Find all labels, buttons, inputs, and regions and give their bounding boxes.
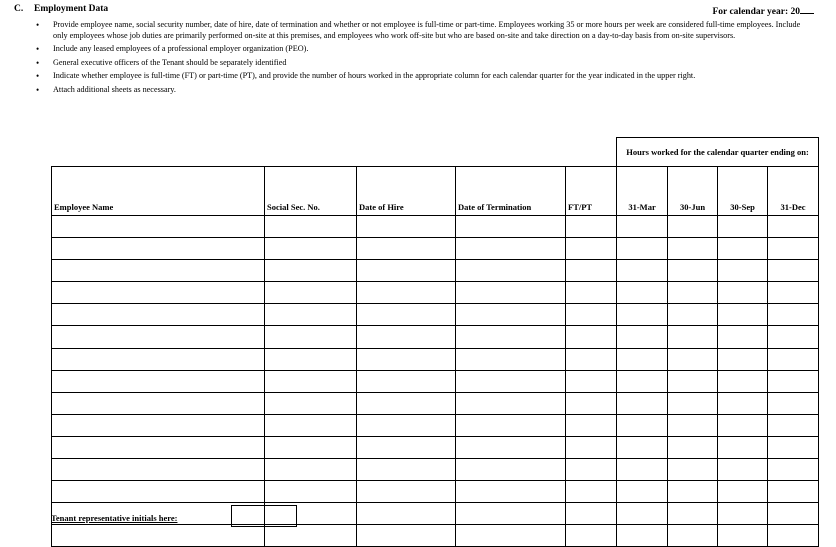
termination-date-cell[interactable] [456,326,566,348]
table-row [52,459,819,481]
col-30-sep: 30-Sep [718,167,768,216]
ssn-cell[interactable] [265,348,357,370]
table-row [52,282,819,304]
employee-name-cell[interactable] [52,282,265,304]
hours-q3-cell[interactable] [718,282,768,304]
hours-q1-cell[interactable] [617,459,668,481]
hours-q2-cell[interactable] [668,414,718,436]
hours-q3-cell[interactable] [718,481,768,503]
table-row [52,348,819,370]
employee-name-cell[interactable] [52,260,265,282]
instruction-item: • Attach additional sheets as necessary. [36,85,808,96]
ssn-cell[interactable] [265,525,357,547]
table-row [52,304,819,326]
hours-q2-cell[interactable] [668,436,718,458]
hours-q3-cell[interactable] [718,348,768,370]
hours-q3-cell[interactable] [718,459,768,481]
hours-q1-cell[interactable] [617,238,668,260]
ssn-cell[interactable] [265,238,357,260]
employee-name-cell[interactable] [52,326,265,348]
ssn-cell[interactable] [265,282,357,304]
employee-name-cell[interactable] [52,370,265,392]
hours-q3-cell[interactable] [718,503,768,525]
hours-q2-cell[interactable] [668,525,718,547]
calendar-year-field [712,4,814,17]
hire-date-cell[interactable] [357,481,456,503]
ssn-cell[interactable] [265,459,357,481]
table-row [52,392,819,414]
employee-name-cell[interactable] [52,414,265,436]
hire-date-cell[interactable] [357,304,456,326]
hours-q1-cell[interactable] [617,436,668,458]
col-30-jun: 30-Jun [668,167,718,216]
ft-pt-cell[interactable] [566,525,617,547]
hours-q2-cell[interactable] [668,503,718,525]
ft-pt-cell[interactable] [566,216,617,238]
instruction-item: • Provide employee name, social security number, date of hire, date of termination and whether or not employee is full-time or part-time. Employees working 35 or more hours per week are considered full-time employees. Include only employees whose job duties are primarily performed on-site at this premises, and employees who work off-site but who are based on-site and take direction on a day-to-day basis from on-site supervisors. [36,20,808,41]
col-31-mar: 31-Mar [617,167,668,216]
termination-date-cell[interactable] [456,436,566,458]
hire-date-cell[interactable] [357,459,456,481]
column-header-row [52,167,819,216]
table-row [52,260,819,282]
hours-q3-cell[interactable] [718,260,768,282]
section-header [14,4,814,18]
hire-date-cell[interactable] [357,216,456,238]
col-ft-pt: FT/PT [566,167,617,216]
termination-date-cell[interactable] [456,238,566,260]
hours-q2-cell[interactable] [668,481,718,503]
ft-pt-cell[interactable] [566,392,617,414]
hours-q1-cell[interactable] [617,304,668,326]
hours-q3-cell[interactable] [718,392,768,414]
hire-date-cell[interactable] [357,436,456,458]
table-row [52,414,819,436]
employee-name-cell[interactable] [52,304,265,326]
col-employee-name: Employee Name [52,167,265,216]
hours-q4-cell[interactable] [768,370,819,392]
ssn-cell[interactable] [265,216,357,238]
table-row [52,216,819,238]
hours-q1-cell[interactable] [617,370,668,392]
hours-q3-cell[interactable] [718,436,768,458]
employee-rows [52,216,819,547]
hours-q4-cell[interactable] [768,525,819,547]
hours-q1-cell[interactable] [617,348,668,370]
hours-header-row [52,138,819,167]
hours-q4-cell[interactable] [768,392,819,414]
hire-date-cell[interactable] [357,370,456,392]
hours-q1-cell[interactable] [617,216,668,238]
section-letter: C. [14,4,24,14]
calendar-year-label: For calendar year: 20 [712,7,800,17]
hours-q3-cell[interactable] [718,304,768,326]
hours-q4-cell[interactable] [768,260,819,282]
hours-q2-cell[interactable] [668,370,718,392]
termination-date-cell[interactable] [456,392,566,414]
table-row [52,238,819,260]
hours-q1-cell[interactable] [617,414,668,436]
ft-pt-cell[interactable] [566,304,617,326]
ssn-cell[interactable] [265,481,357,503]
hours-q4-cell[interactable] [768,459,819,481]
hours-q2-cell[interactable] [668,459,718,481]
hire-date-cell[interactable] [357,525,456,547]
hours-q4-cell[interactable] [768,326,819,348]
hours-q4-cell[interactable] [768,503,819,525]
ssn-cell[interactable] [265,392,357,414]
instruction-list [36,20,808,98]
employee-name-cell[interactable] [52,459,265,481]
employee-name-cell[interactable] [52,216,265,238]
ft-pt-cell[interactable] [566,260,617,282]
instruction-item: • Indicate whether employee is full-time (FT) or part-time (PT), and provide the number of hours worked in the appropriate column for each calendar quarter for the year indicated in the upper right. [36,71,808,82]
hours-q2-cell[interactable] [668,304,718,326]
ft-pt-cell[interactable] [566,282,617,304]
hours-q4-cell[interactable] [768,414,819,436]
hours-q2-cell[interactable] [668,326,718,348]
hours-q2-cell[interactable] [668,282,718,304]
hours-q1-cell[interactable] [617,282,668,304]
ft-pt-cell[interactable] [566,503,617,525]
hire-date-cell[interactable] [357,392,456,414]
ft-pt-cell[interactable] [566,481,617,503]
termination-date-cell[interactable] [456,282,566,304]
ft-pt-cell[interactable] [566,326,617,348]
hours-q4-cell[interactable] [768,481,819,503]
hours-q1-cell[interactable] [617,503,668,525]
employee-name-cell[interactable] [52,436,265,458]
hours-q4-cell[interactable] [768,304,819,326]
employee-table [51,137,819,547]
employee-name-cell[interactable] [52,348,265,370]
hours-q1-cell[interactable] [617,260,668,282]
hire-date-cell[interactable] [357,414,456,436]
employee-table-wrapper [51,137,818,547]
ft-pt-cell[interactable] [566,414,617,436]
hours-q1-cell[interactable] [617,481,668,503]
hire-date-cell[interactable] [357,260,456,282]
hours-q1-cell[interactable] [617,392,668,414]
hire-date-cell[interactable] [357,238,456,260]
termination-date-cell[interactable] [456,481,566,503]
col-date-of-termination: Date of Termination [456,167,566,216]
termination-date-cell[interactable] [456,525,566,547]
employee-name-cell[interactable] [52,525,265,547]
ft-pt-cell[interactable] [566,459,617,481]
table-row [52,370,819,392]
hire-date-cell[interactable] [357,503,456,525]
ft-pt-cell[interactable] [566,238,617,260]
termination-date-cell[interactable] [456,414,566,436]
instruction-item: • Include any leased employees of a professional employer organization (PEO). [36,44,808,55]
ft-pt-cell[interactable] [566,436,617,458]
hours-q2-cell[interactable] [668,238,718,260]
initials-label: Tenant representative initials here: [51,513,178,523]
hours-q2-cell[interactable] [668,216,718,238]
hours-q3-cell[interactable] [718,525,768,547]
hours-q4-cell[interactable] [768,436,819,458]
table-row [52,326,819,348]
ssn-cell[interactable] [265,370,357,392]
termination-date-cell[interactable] [456,459,566,481]
ssn-cell[interactable] [265,326,357,348]
hours-q3-cell[interactable] [718,370,768,392]
table-row [52,525,819,547]
table-row [52,481,819,503]
ssn-cell[interactable] [265,260,357,282]
employee-name-cell[interactable] [52,238,265,260]
ssn-cell[interactable] [265,436,357,458]
hours-q3-cell[interactable] [718,216,768,238]
termination-date-cell[interactable] [456,304,566,326]
hours-q1-cell[interactable] [617,326,668,348]
table-row [52,436,819,458]
col-31-dec: 31-Dec [768,167,819,216]
hours-worked-header: Hours worked for the calendar quarter ending on: [617,138,819,167]
hours-q2-cell[interactable] [668,392,718,414]
ft-pt-cell[interactable] [566,348,617,370]
hours-q1-cell[interactable] [617,525,668,547]
termination-date-cell[interactable] [456,348,566,370]
hours-q3-cell[interactable] [718,238,768,260]
hours-q2-cell[interactable] [668,260,718,282]
hire-date-cell[interactable] [357,326,456,348]
employee-name-cell[interactable] [52,392,265,414]
employee-name-cell[interactable] [52,481,265,503]
col-social-sec-no: Social Sec. No. [265,167,357,216]
ssn-cell[interactable] [265,414,357,436]
ft-pt-cell[interactable] [566,370,617,392]
hire-date-cell[interactable] [357,348,456,370]
termination-date-cell[interactable] [456,503,566,525]
hours-q4-cell[interactable] [768,216,819,238]
ssn-cell[interactable] [265,304,357,326]
section-title: Employment Data [34,4,109,14]
hours-q4-cell[interactable] [768,348,819,370]
termination-date-cell[interactable] [456,370,566,392]
hours-q3-cell[interactable] [718,414,768,436]
instruction-item: • General executive officers of the Tenant should be separately identified [36,58,808,69]
termination-date-cell[interactable] [456,216,566,238]
hours-q4-cell[interactable] [768,282,819,304]
initials-box[interactable] [231,505,297,527]
hours-q3-cell[interactable] [718,326,768,348]
hours-q4-cell[interactable] [768,238,819,260]
hours-q2-cell[interactable] [668,348,718,370]
calendar-year-blank[interactable] [800,4,814,14]
hire-date-cell[interactable] [357,282,456,304]
termination-date-cell[interactable] [456,260,566,282]
col-date-of-hire: Date of Hire [357,167,456,216]
